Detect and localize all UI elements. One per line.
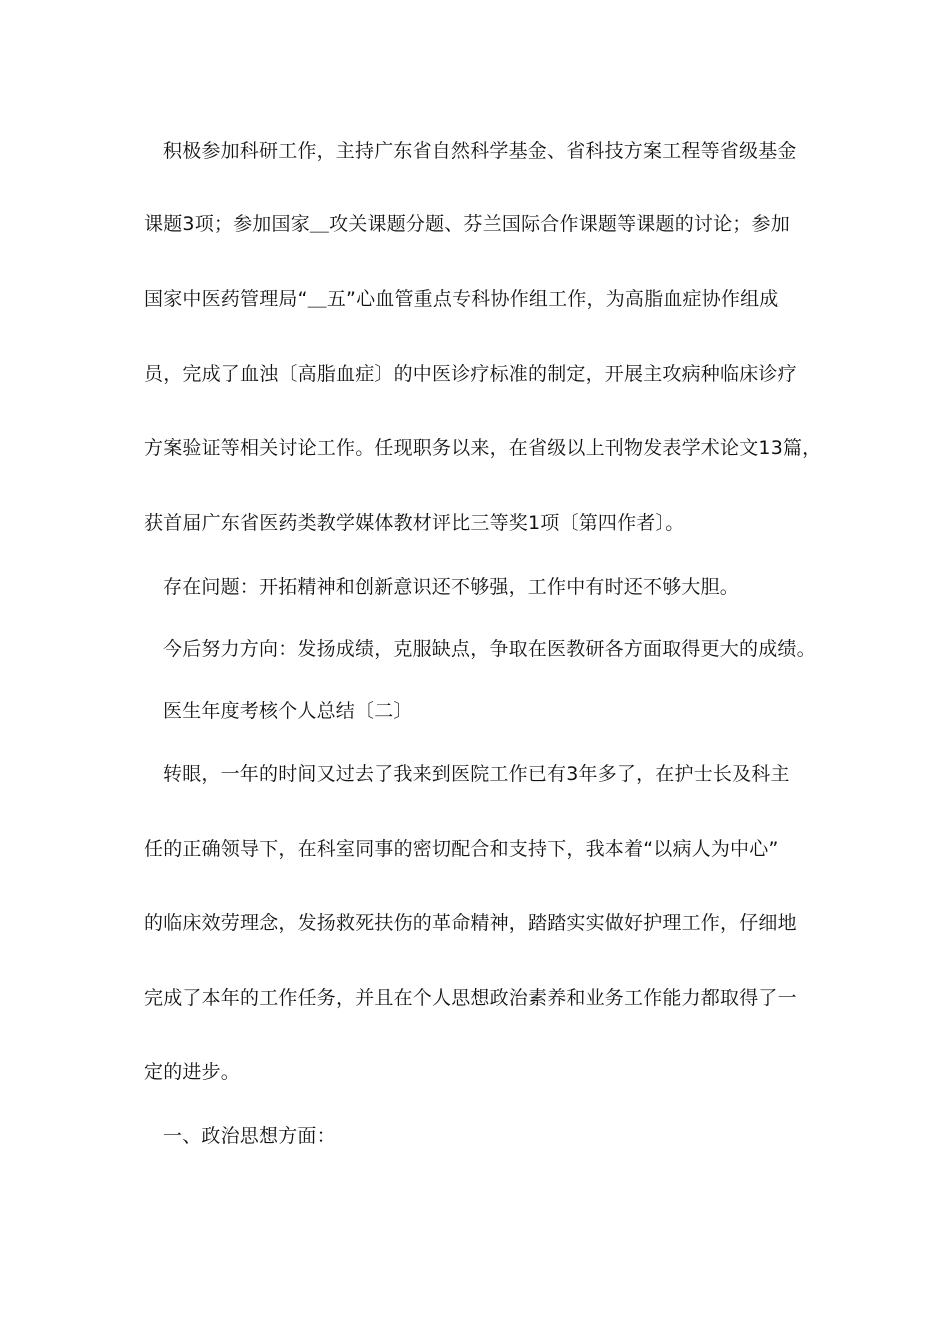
paragraph-line: 任的正确领导下，在科室同事的密切配合和支持下，我本着“以病人为中心”	[144, 838, 779, 860]
paragraph-line: 国家中医药管理局“＿五”心血管重点专科协作组工作，为高脂血症协作组成	[144, 288, 779, 310]
paragraph-line: 的临床效劳理念，发扬救死扶伤的革命精神，踏踏实实做好护理工作，仔细地	[144, 912, 797, 934]
subsection-heading: 一、政治思想方面：	[163, 1125, 336, 1147]
paragraph-line: 今后努力方向：发扬成绩，克服缺点，争取在医教研各方面取得更大的成绩。	[163, 638, 816, 660]
paragraph-line: 存在问题：开拓精神和创新意识还不够强，工作中有时还不够大胆。	[163, 576, 740, 598]
section-heading: 医生年度考核个人总结〔二〕	[163, 700, 413, 722]
paragraph-line: 员，完成了血浊〔高脂血症〕的中医诊疗标准的制定，开展主攻病种临床诊疗	[144, 363, 797, 385]
paragraph-line: 方案验证等相关讨论工作。任现职务以来，在省级以上刊物发表学术论文13篇，	[144, 437, 822, 459]
paragraph-line: 完成了本年的工作任务，并且在个人思想政治素养和业务工作能力都取得了一	[144, 987, 797, 1009]
paragraph-line: 定的进步。	[144, 1061, 241, 1083]
paragraph-line: 获首届广东省医药类教学媒体教材评比三等奖1项〔第四作者〕。	[144, 512, 685, 534]
paragraph-line: 转眼，一年的时间又过去了我来到医院工作已有3年多了，在护士长及科主	[163, 763, 790, 785]
paragraph-line: 积极参加科研工作，主持广东省自然科学基金、省科技方案工程等省级基金	[163, 140, 797, 162]
paragraph-line: 课题3项；参加国家＿攻关课题分题、芬兰国际合作课题等课题的讨论；参加	[144, 213, 790, 235]
